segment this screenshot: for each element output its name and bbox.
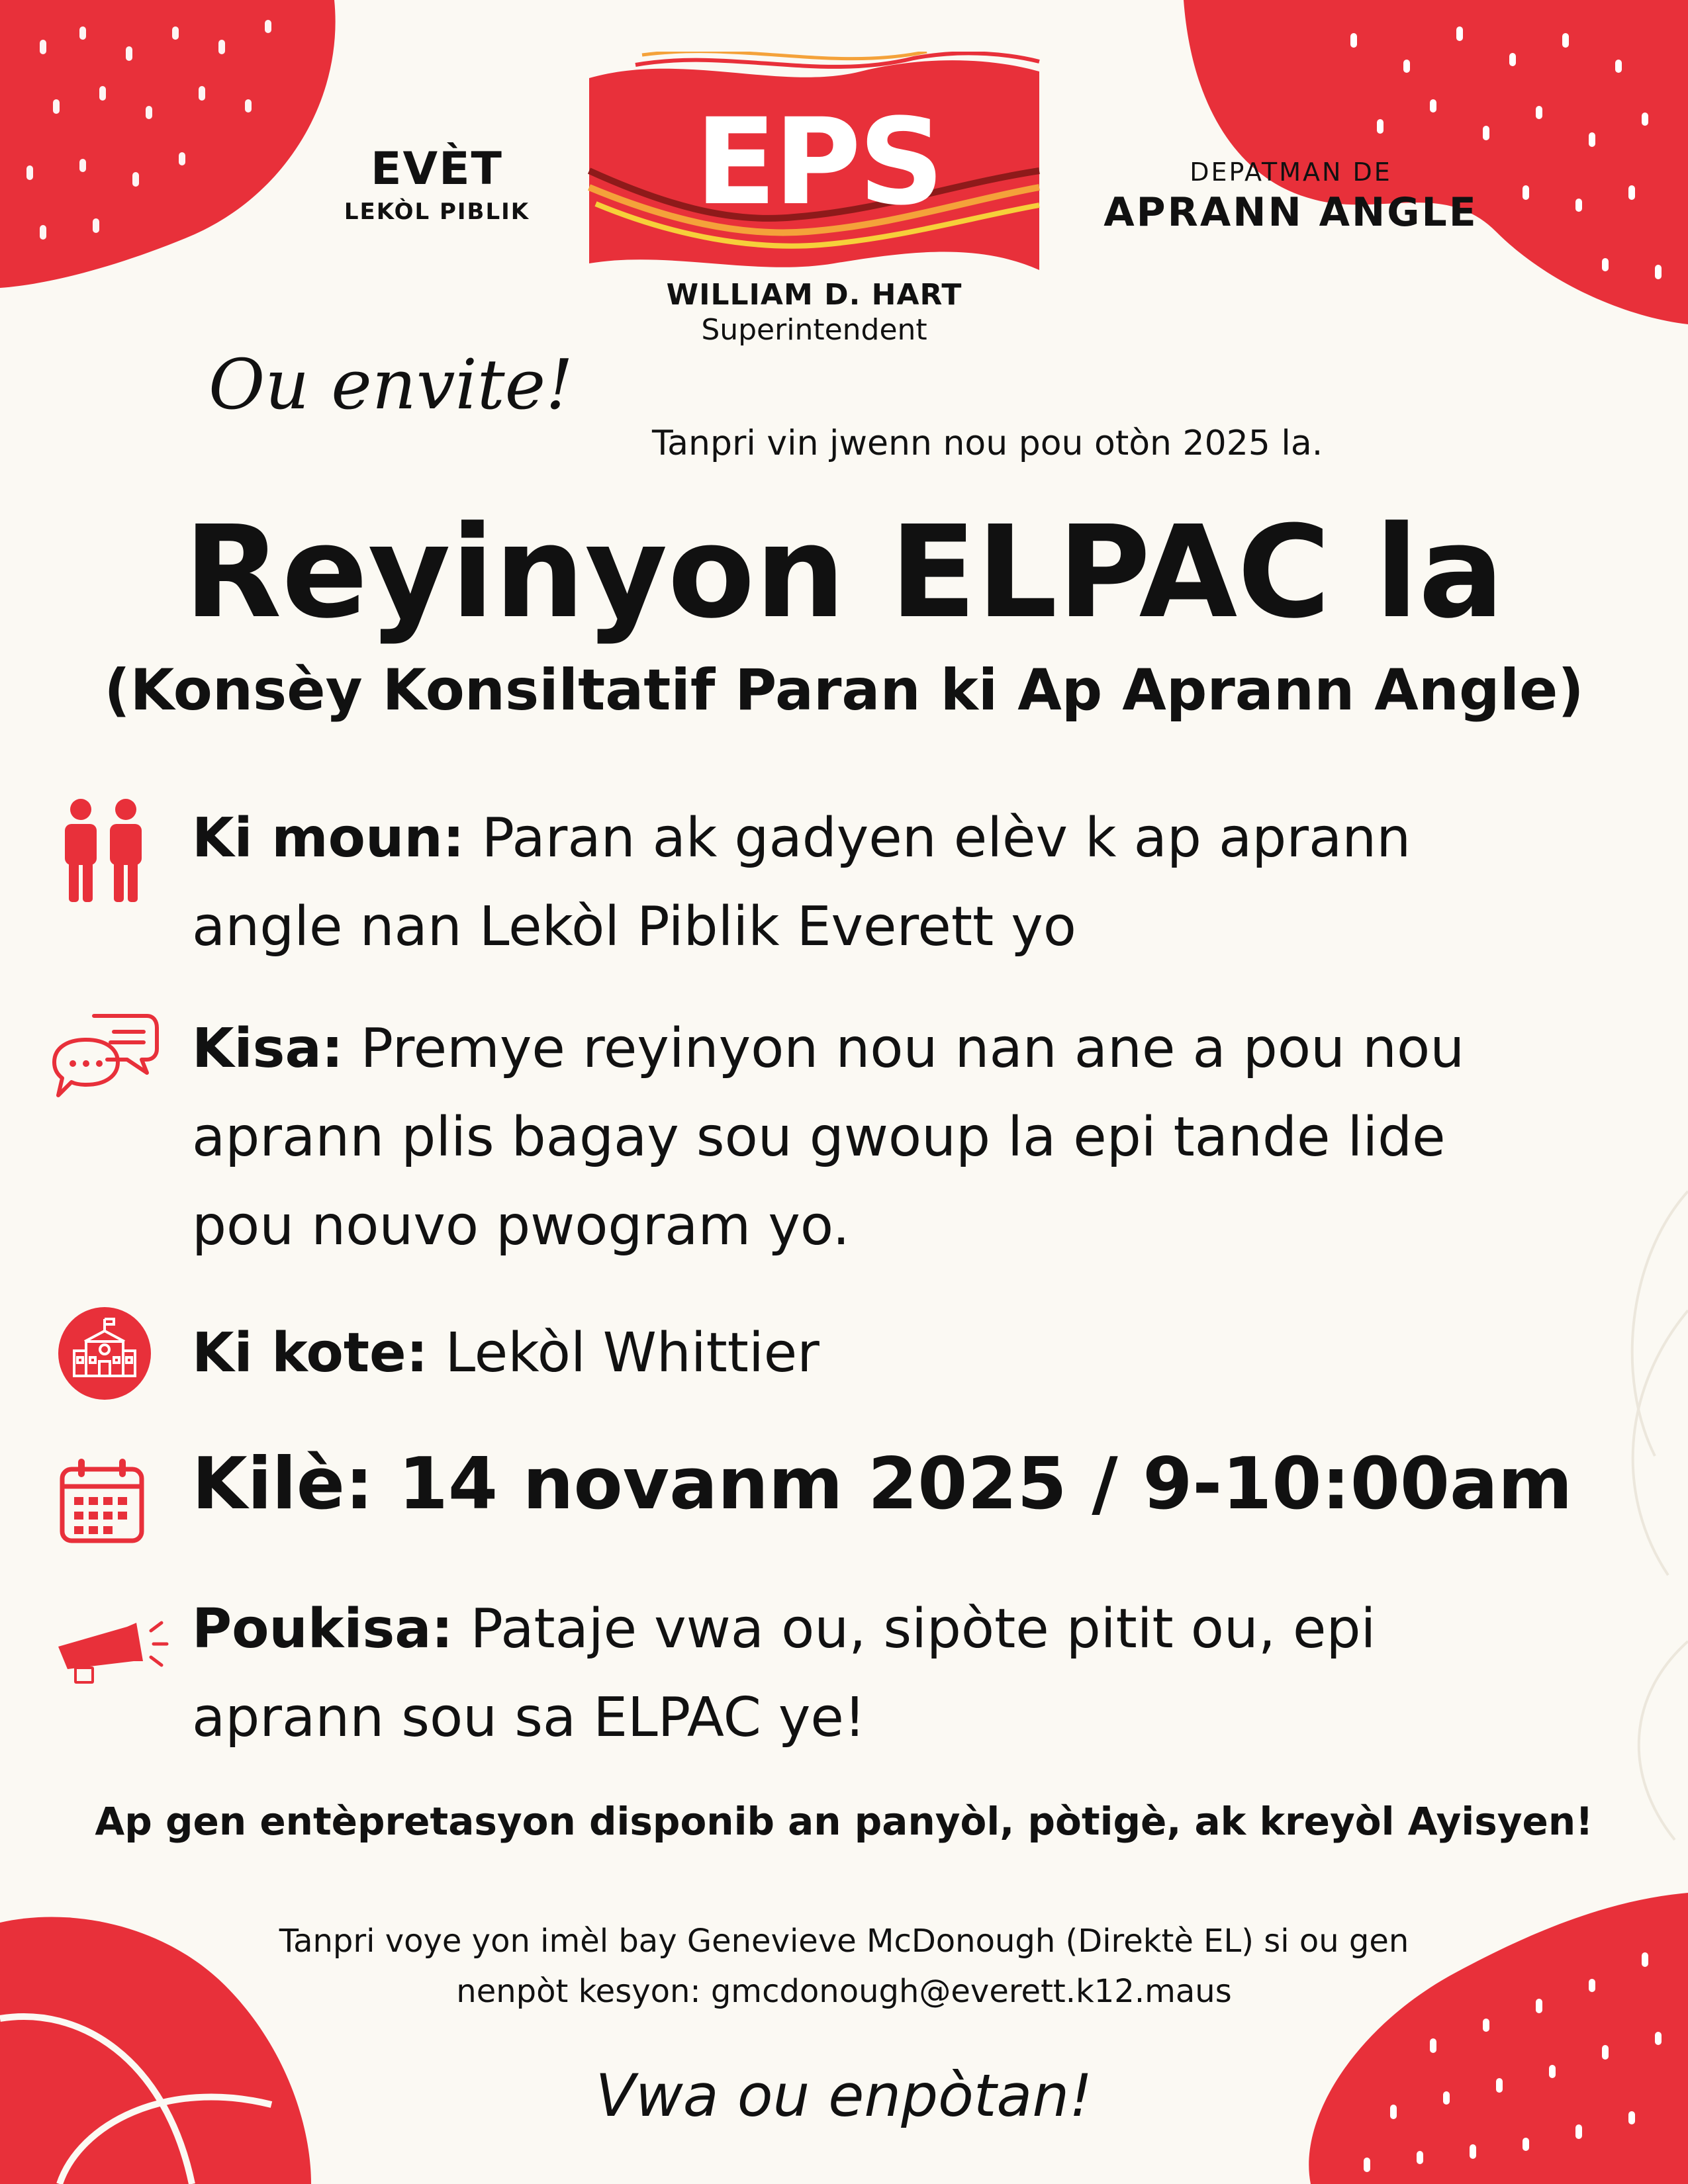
contact-line-1: Tanpri voye yon imèl bay Genevieve McDonough (Direktè EL) si ou gen bbox=[279, 1923, 1409, 1960]
item-why bbox=[192, 1585, 1615, 1762]
interpretation-notice: Ap gen entèpretasyon disponib an panyòl, pòtigè, ak kreyòl Ayisyen! bbox=[95, 1799, 1593, 1844]
calendar-icon bbox=[58, 1456, 146, 1545]
superintendent-name: WILLIAM D. HART bbox=[666, 278, 962, 312]
item-who-label: Ki moun: bbox=[192, 807, 465, 870]
item-where-label: Ki kote: bbox=[192, 1322, 428, 1385]
closing-message: Vwa ou enpòtan! bbox=[595, 2062, 1093, 2130]
department-name-small: DEPATMAN DE bbox=[1190, 158, 1392, 187]
contact-line-2: nenpòt kesyon: gmcdonough@everett.k12.maus bbox=[456, 1973, 1232, 2010]
item-what-label: Kisa: bbox=[192, 1017, 344, 1080]
item-why-text: Pataje vwa ou, sipòte pitit ou, epi bbox=[453, 1598, 1376, 1661]
eps-logo-text: EPS bbox=[695, 93, 942, 232]
superintendent-role: Superintendent bbox=[701, 313, 927, 347]
invite-script: Ou envite! bbox=[209, 344, 573, 425]
item-who-text: Paran ak gadyen elèv k ap aprann bbox=[464, 807, 1411, 870]
item-when-datetime: Kilè: 14 novanm 2025 / 9-10:00am bbox=[192, 1443, 1573, 1525]
district-name-subtitle: LEKÒL PIBLIK bbox=[344, 199, 530, 225]
district-name bbox=[305, 143, 569, 225]
item-what bbox=[192, 1005, 1615, 1271]
people-icon bbox=[58, 797, 148, 903]
item-who-text-2: angle nan Lekòl Piblik Everett yo bbox=[192, 895, 1076, 958]
item-where-text: Lekòl Whittier bbox=[428, 1322, 820, 1385]
item-what-text: Premye reyinyon nou nan ane a pou nou bbox=[343, 1017, 1465, 1080]
item-where bbox=[192, 1309, 1615, 1398]
eps-logo bbox=[583, 52, 1046, 277]
item-why-label: Poukisa: bbox=[192, 1598, 453, 1661]
chat-bubbles-icon bbox=[48, 1009, 160, 1109]
department-name bbox=[1086, 158, 1496, 236]
item-who bbox=[192, 794, 1615, 972]
invite-tagline: Tanpri vin jwenn nou pou otòn 2025 la. bbox=[652, 424, 1323, 463]
contact-info bbox=[199, 1916, 1489, 2017]
corner-blob-top-left bbox=[0, 0, 344, 291]
decorative-lines-right bbox=[1456, 1178, 1688, 1906]
department-name-big: APRANN ANGLE bbox=[1103, 189, 1478, 236]
school-icon bbox=[58, 1307, 151, 1400]
megaphone-icon bbox=[54, 1615, 170, 1694]
page-subtitle: (Konsèy Konsiltatif Paran ki Ap Aprann Angle) bbox=[104, 657, 1584, 723]
page-title: Reyinyon ELPAC la bbox=[183, 499, 1505, 647]
superintendent bbox=[616, 278, 1013, 347]
item-why-text-2: aprann sou sa ELPAC ye! bbox=[192, 1686, 866, 1749]
item-what-text-3: pou nouvo pwogram yo. bbox=[192, 1195, 850, 1257]
district-name-title: EVÈT bbox=[371, 143, 503, 195]
item-what-text-2: aprann plis bagay sou gwoup la epi tande lide bbox=[192, 1106, 1446, 1169]
